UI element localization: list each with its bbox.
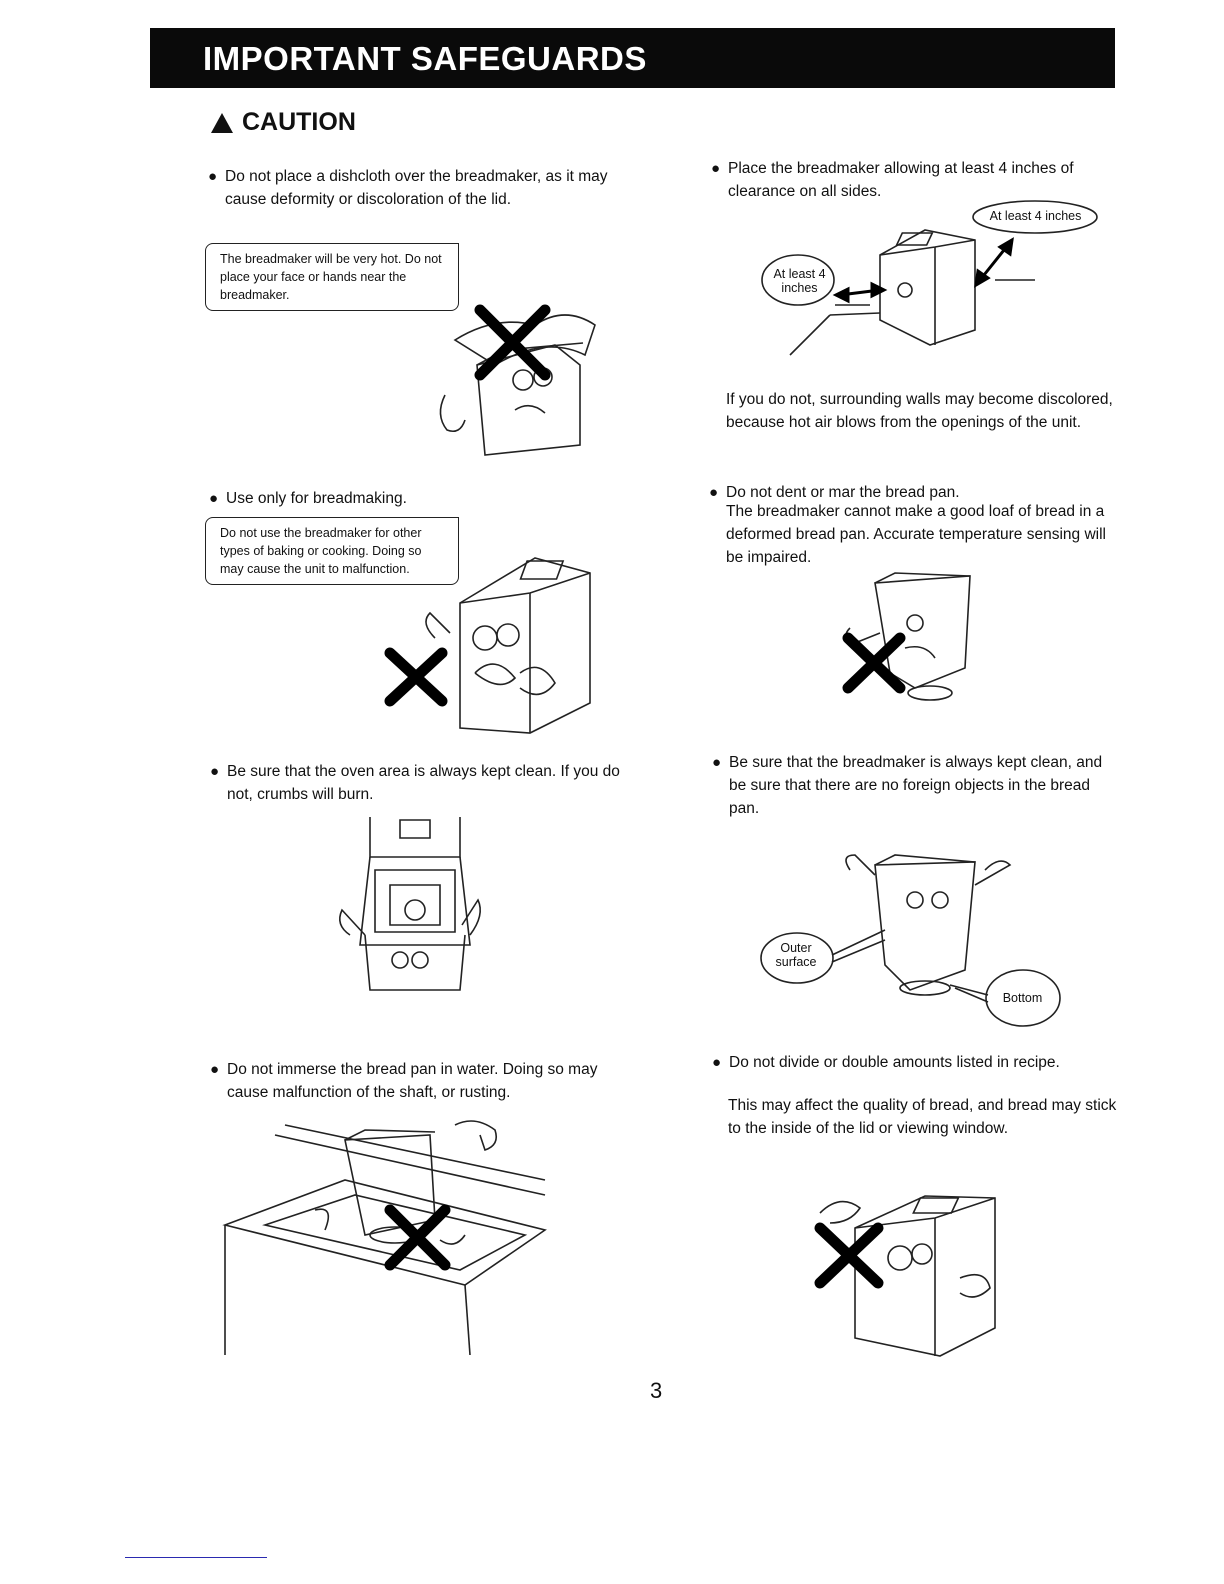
bullet-dot-icon: ● <box>712 1054 722 1071</box>
left-item-1 <box>208 165 620 211</box>
right-item-4-text: Do not divide or double amounts listed in recipe. <box>729 1054 1060 1071</box>
right-item-4 <box>712 1051 1124 1074</box>
left-item-4-text: Do not immerse the bread pan in water. Doing so may cause malfunction of the shaft, or rusting. <box>227 1061 598 1101</box>
bullet-dot-icon: ● <box>208 168 218 185</box>
callout-outer-surface: Outer surface <box>775 941 817 969</box>
caution-heading <box>210 108 356 137</box>
callout-left: At least 4 inches <box>773 267 826 295</box>
bullet-dot-icon: ● <box>210 1061 220 1078</box>
bullet-dot-icon: ● <box>210 763 220 780</box>
right-item-1-text: Place the breadmaker allowing at least 4 inches of clearance on all sides. <box>728 160 1074 200</box>
misused-breadmaker-illustration <box>380 553 600 738</box>
right-item-1-para: If you do not, surrounding walls may become discolored, because hot air blows from the openings of the unit. <box>726 391 1113 431</box>
left-item-1-text: Do not place a dishcloth over the breadmaker, as it may cause deformity or discoloration of the lid. <box>225 168 608 208</box>
page-number: 3 <box>650 1378 663 1403</box>
left-item-3-text: Be sure that the oven area is always kept clean. If you do not, crumbs will burn. <box>227 763 620 803</box>
right-item-4-para: This may affect the quality of bread, and bread may stick to the inside of the lid or viewing window. <box>728 1097 1117 1137</box>
right-item-2-text: Do not dent or mar the bread pan. <box>726 484 960 501</box>
callout-bottom: Bottom <box>1002 991 1043 1005</box>
left-item-2-text: Use only for breadmaking. <box>226 490 407 507</box>
bullet-dot-icon: ● <box>711 160 721 177</box>
overflowing-breadmaker-illustration <box>810 1188 1000 1360</box>
right-item-3 <box>712 751 1119 820</box>
right-item-3-text: Be sure that the breadmaker is always kept clean, and be sure that there are no foreign objects in the bread pan. <box>729 754 1103 817</box>
warning-triangle-icon <box>210 112 234 134</box>
bread-pan-dent-illustration <box>820 568 985 708</box>
left-item-2 <box>209 487 606 510</box>
footer-rule <box>125 1557 267 1558</box>
sink-bread-pan-illustration <box>225 1110 555 1355</box>
callout-top: At least 4 inches <box>989 209 1082 223</box>
caution-label: CAUTION <box>242 108 356 136</box>
left-item-2-note: Do not use the breadmaker for other types of baking or cooking. Doing so may cause the unit to malfunction. <box>205 517 459 585</box>
page-title: IMPORTANT SAFEGUARDS <box>203 40 647 77</box>
bullet-dot-icon: ● <box>709 484 719 501</box>
left-item-1-note: The breadmaker will be very hot. Do not place your face or hands near the breadmaker. <box>205 243 459 311</box>
left-item-4 <box>210 1058 622 1104</box>
left-item-3 <box>210 760 622 806</box>
bullet-dot-icon: ● <box>209 490 219 507</box>
right-item-2-para: The breadmaker cannot make a good loaf of bread in a deformed bread pan. Accurate temperature sensing will be impaired. <box>726 503 1106 566</box>
hot-breadmaker-illustration <box>435 295 615 460</box>
bullet-dot-icon: ● <box>712 754 722 771</box>
open-breadmaker-illustration <box>320 815 505 1000</box>
